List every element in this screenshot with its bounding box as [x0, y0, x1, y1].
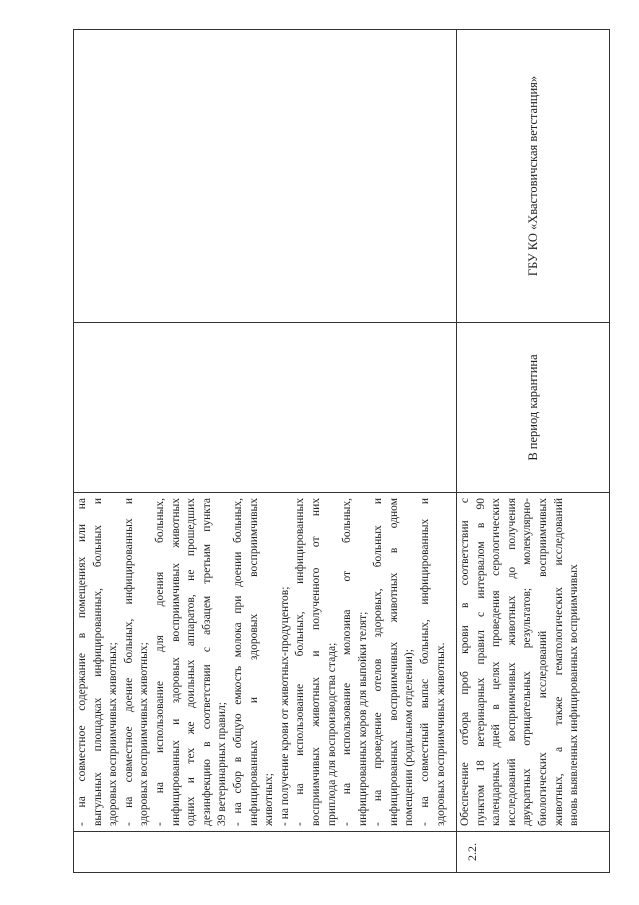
text-line: инфицированных и здоровых восприимчивых — [247, 498, 260, 826]
text-line: биологических исследований восприимчивых — [536, 498, 549, 826]
term-cell: В период карантина — [457, 323, 610, 493]
text-line: - на совместный выпас больных, инфицированных и — [419, 498, 432, 826]
text-line: приплода для воспроизводства стада; — [325, 642, 338, 826]
text-line: инфицированных коров для выпойки телят; — [356, 611, 369, 826]
text-line: - на получение крови от животных-продуцентов; — [278, 586, 291, 826]
text-line: животных, а также гематологических исследований — [552, 498, 565, 826]
text-line: одних и тех же доильных аппаратов, не прошедших — [185, 498, 198, 826]
row-number-cell — [74, 832, 457, 873]
text-line: - на проведение отелов здоровых, больных и — [372, 498, 385, 826]
measure-cell — [457, 493, 610, 832]
text-line: - на сбор в общую емкость молока при доении больных, — [231, 498, 244, 826]
executor-cell — [74, 30, 457, 323]
text-line: здоровых восприимчивых животных. — [434, 642, 447, 826]
text-line: Обеспечение отбора проб крови в соответствии с — [459, 498, 471, 826]
text-line: помещении (родильном отделении); — [403, 649, 416, 826]
text-line: выгульных площадках инфицированных, больных и — [91, 498, 104, 826]
text-line: инфицированных восприимчивых животных в одном — [387, 498, 400, 826]
text-line: - на использование молозива от больных, — [341, 498, 354, 826]
text-line: 39 ветеринарных правил; — [216, 702, 229, 826]
term-cell — [74, 323, 457, 493]
text-line: - на использование для доения больных, — [153, 498, 166, 826]
measure-text — [74, 493, 449, 831]
table-row — [457, 30, 610, 873]
measures-table — [73, 29, 610, 873]
text-line: вновь выявленных инфицированных восприимчивых — [568, 564, 581, 826]
text-line: двукратных отрицательных результатов; молекулярно- — [521, 498, 534, 826]
row-number-cell: 2.2. — [457, 832, 610, 873]
text-line: - на использование больных, инфицированных — [294, 498, 307, 826]
text-line: исследований восприимчивых животных до получения — [505, 498, 518, 826]
text-line: здоровых восприимчивых животных; — [107, 642, 120, 826]
text-line: - на совместное содержание в помещениях или на — [76, 498, 88, 826]
text-line: восприимчивых животных и полученного от них — [309, 498, 322, 826]
text-line: календарных дней в целях проведения серологических — [490, 498, 503, 826]
text-line: инфицированных и здоровых восприимчивых животных — [169, 498, 182, 826]
table-row — [74, 30, 457, 873]
text-line: пунктом 18 ветеринарных правил с интервалом в 90 — [474, 498, 487, 826]
executor-cell: ГБУ КО «Хвастовичская ветстанция» — [457, 30, 610, 323]
measure-cell — [74, 493, 457, 832]
text-line: дезинфекцию в соответствии с абзацем третьим пункта — [200, 498, 213, 826]
text-line: животных; — [263, 773, 276, 826]
text-line: - на совместное доение больных, инфицированных и — [122, 498, 135, 826]
text-line: здоровых восприимчивых животных; — [138, 642, 151, 826]
measure-text — [457, 493, 583, 831]
